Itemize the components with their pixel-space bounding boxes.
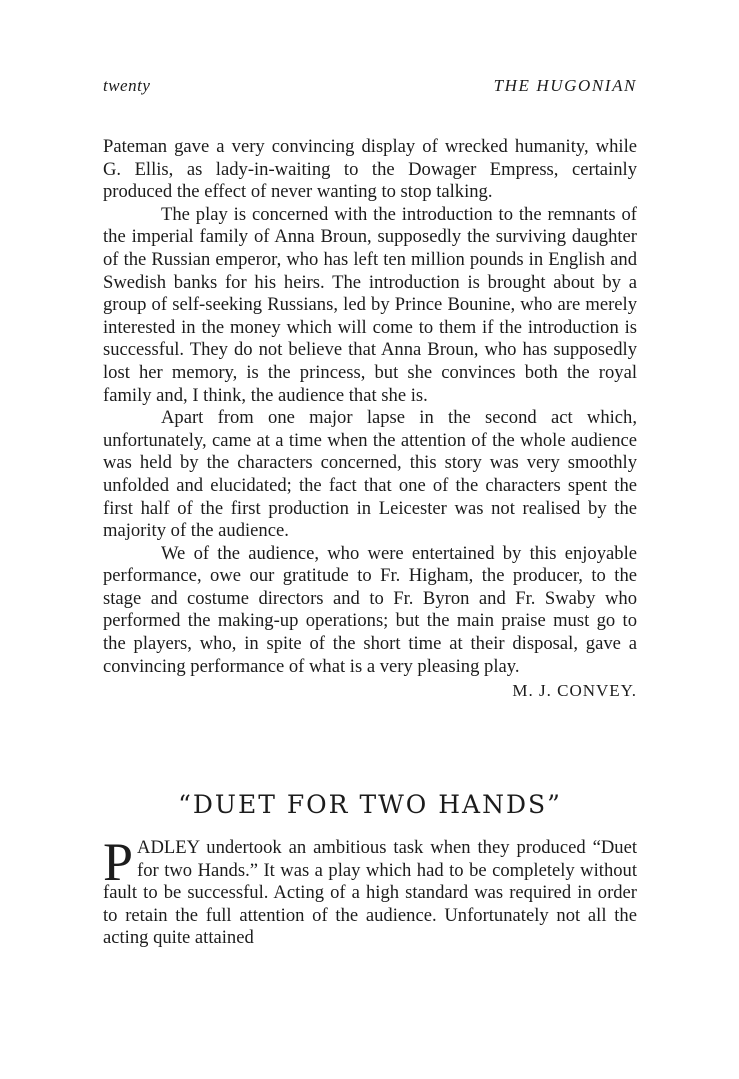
review-paragraph: The play is concerned with the introduction to the remnants of the imperial family of Anna Broun, supposedly the surviving daughter of the Russian emperor, who has left ten million pounds in English and Swedish banks for his heirs. The introduction is brought about by a group of self-seeking Russians, led by Prince Bounine, who are merely interested in the money which will come to them if the introduction is successful. They do not believe that Anna Broun, who has supposedly lost her memory, is the princess, but she convinces both the royal family and, I think, the audience that she is. [103,203,637,406]
review-paragraph: We of the audience, who were entertained by this enjoyable performance, owe our gratitude to Fr. Higham, the producer, to the stage and costume directors and to Fr. Byron and Fr. Swaby who performed the making-up operations; but the main praise must go to the players, who, in spite of the short time at their disposal, gave a convincing performance of what is a very pleasing play. [103,542,637,677]
page-number: twenty [103,76,151,95]
review-paragraph: Pateman gave a very convincing display of wrecked humanity, while G. Ellis, as lady-in-waiting to the Dowager Empress, certainly produced the effect of never wanting to stop talking. [103,136,637,203]
article-paragraph [103,832,637,950]
journal-title: THE HUGONIAN [493,76,637,95]
author-signature: M. J. CONVEY. [512,681,637,701]
review-paragraph: Apart from one major lapse in the second act which, unfortunately, came at a time when the attention of the whole audience was held by the characters concerned, this story was very smoothly unfolded and elucidated; the fact that one of the characters spent the first half of the first production in Leicester was not realised by the majority of the audience. [103,407,637,542]
drop-cap: P [103,832,134,892]
article-body [103,832,637,950]
article-opening-text: ADLEY undertook an ambitious task when they produced “Duet for two Hands.” It was a play which had to be completely without fault to be successful. Acting of a high standard was required in order to retain the full attention of the audience. Unfortunately not all the acting quite attained [103,837,637,949]
article-heading: “DUET FOR TWO HANDS” [178,790,562,819]
review-body [103,136,637,703]
running-header [103,76,637,102]
